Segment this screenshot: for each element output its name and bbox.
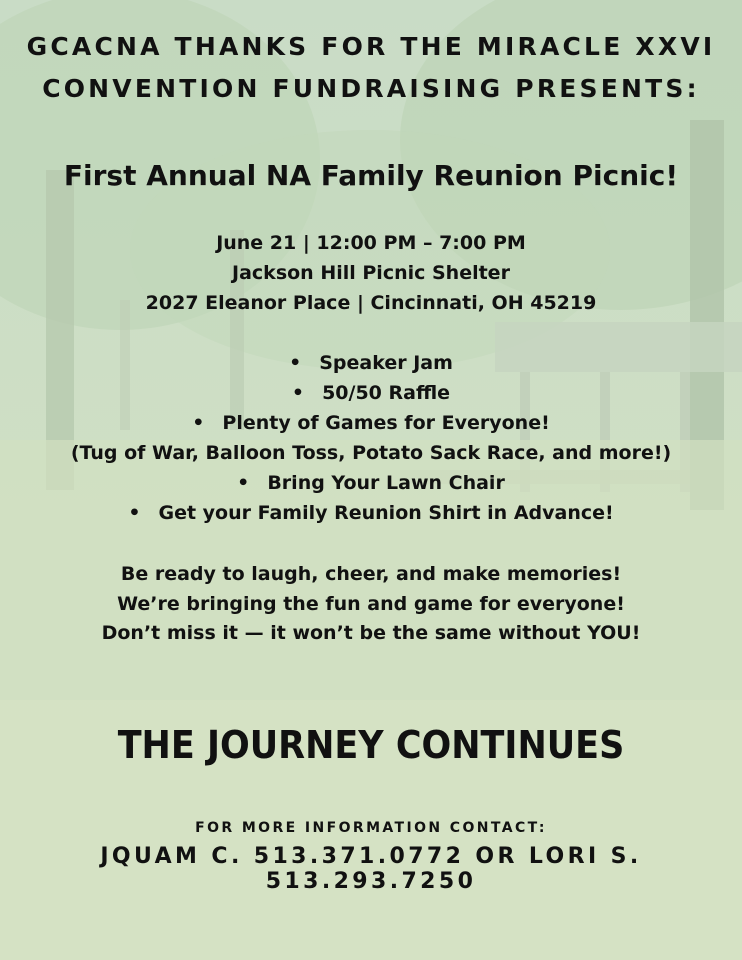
closing-line-2: We’re bringing the fun and game for everyone! xyxy=(117,593,625,615)
event-venue: Jackson Hill Picnic Shelter xyxy=(232,262,510,284)
highlight-shirt: • Get your Family Reunion Shirt in Advance! xyxy=(0,502,742,524)
contact-label: FOR MORE INFORMATION CONTACT: xyxy=(195,820,547,836)
tagline: THE JOURNEY CONTINUES xyxy=(117,724,625,768)
highlight-lawn-chair: • Bring Your Lawn Chair xyxy=(0,472,742,494)
highlight-games: • Plenty of Games for Everyone! xyxy=(0,412,742,434)
header-line-2: CONVENTION FUNDRAISING PRESENTS: xyxy=(42,74,700,103)
highlight-raffle: • 50/50 Raffle xyxy=(0,382,742,404)
header-line-1: GCACNA THANKS FOR THE MIRACLE XXVI xyxy=(26,32,716,61)
event-address: 2027 Eleanor Place | Cincinnati, OH 45219 xyxy=(145,292,597,314)
highlight-speaker-jam: • Speaker Jam xyxy=(0,352,742,374)
event-datetime: June 21 | 12:00 PM – 7:00 PM xyxy=(216,232,526,254)
closing-line-3: Don’t miss it — it won’t be the same without YOU! xyxy=(101,622,641,644)
closing-line-1: Be ready to laugh, cheer, and make memories! xyxy=(120,563,622,585)
highlight-games-detail: (Tug of War, Balloon Toss, Potato Sack Race, and more!) xyxy=(70,442,672,464)
event-title: First Annual NA Family Reunion Picnic! xyxy=(63,159,679,192)
contact-details: JQUAM C. 513.371.0772 OR LORI S. 513.293.7250 xyxy=(100,844,642,894)
